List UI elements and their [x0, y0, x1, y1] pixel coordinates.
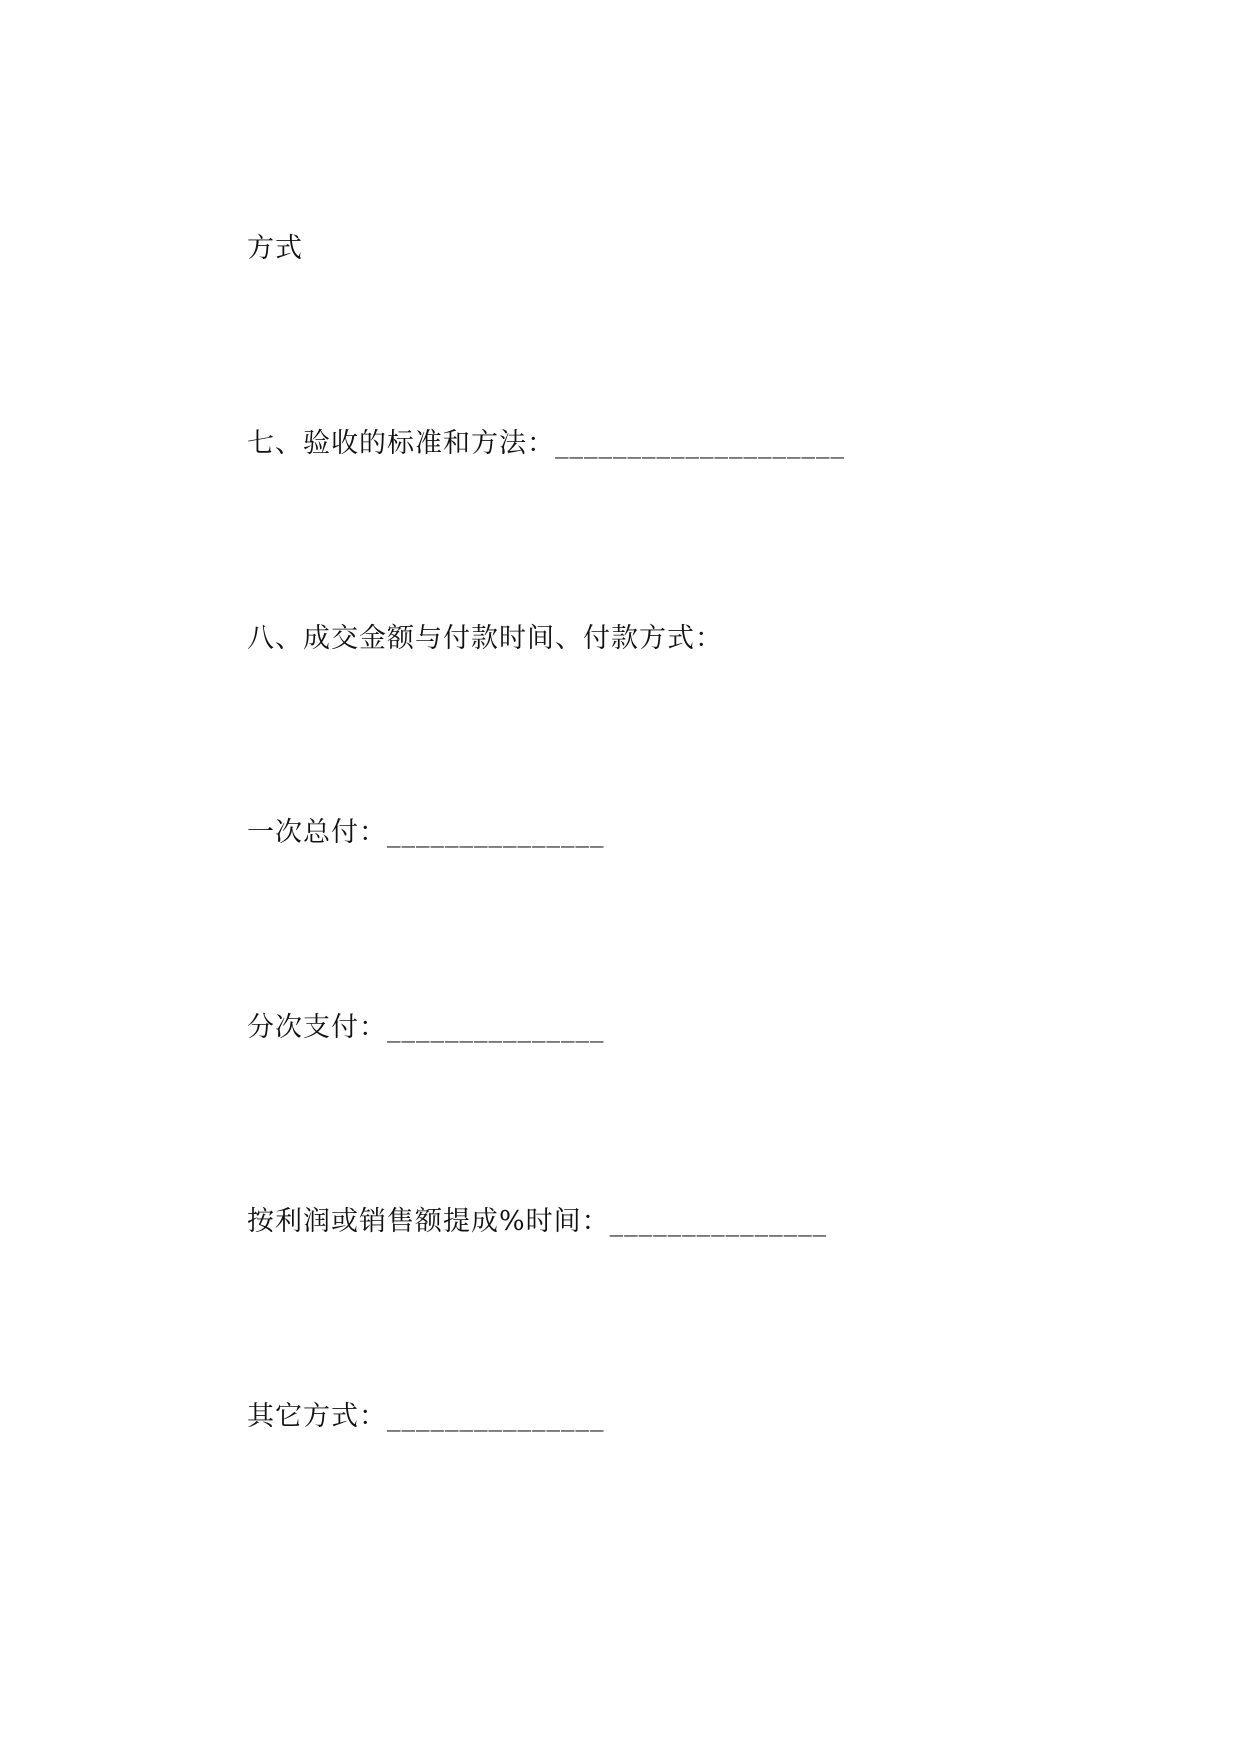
line-text: 分次支付：: [247, 1012, 387, 1043]
line-text: 按利润或销售额提成%时间：: [247, 1206, 610, 1237]
payment-other-methods: [247, 1400, 605, 1434]
payment-installments: [247, 1011, 605, 1045]
line-text: 方式: [247, 233, 303, 264]
clause-8-payment-terms: [247, 622, 723, 656]
line-text: 八、成交金额与付款时间、付款方式：: [247, 623, 723, 654]
line-text: 一次总付：: [247, 817, 387, 848]
fill-blank-lump-sum: _______________: [387, 817, 605, 848]
payment-profit-commission: [247, 1205, 827, 1239]
payment-lump-sum: [247, 816, 605, 850]
fill-blank-installments: _______________: [387, 1012, 605, 1043]
fill-blank-other: _______________: [387, 1401, 605, 1432]
clause-7-acceptance-standards: [247, 427, 845, 461]
text-line-payment-method-continuation: [247, 232, 303, 266]
line-text: 其它方式：: [247, 1401, 387, 1432]
fill-blank-commission: _______________: [609, 1206, 828, 1237]
line-text: 七、验收的标准和方法：: [247, 428, 555, 459]
fill-blank-acceptance: ____________________: [555, 428, 845, 459]
